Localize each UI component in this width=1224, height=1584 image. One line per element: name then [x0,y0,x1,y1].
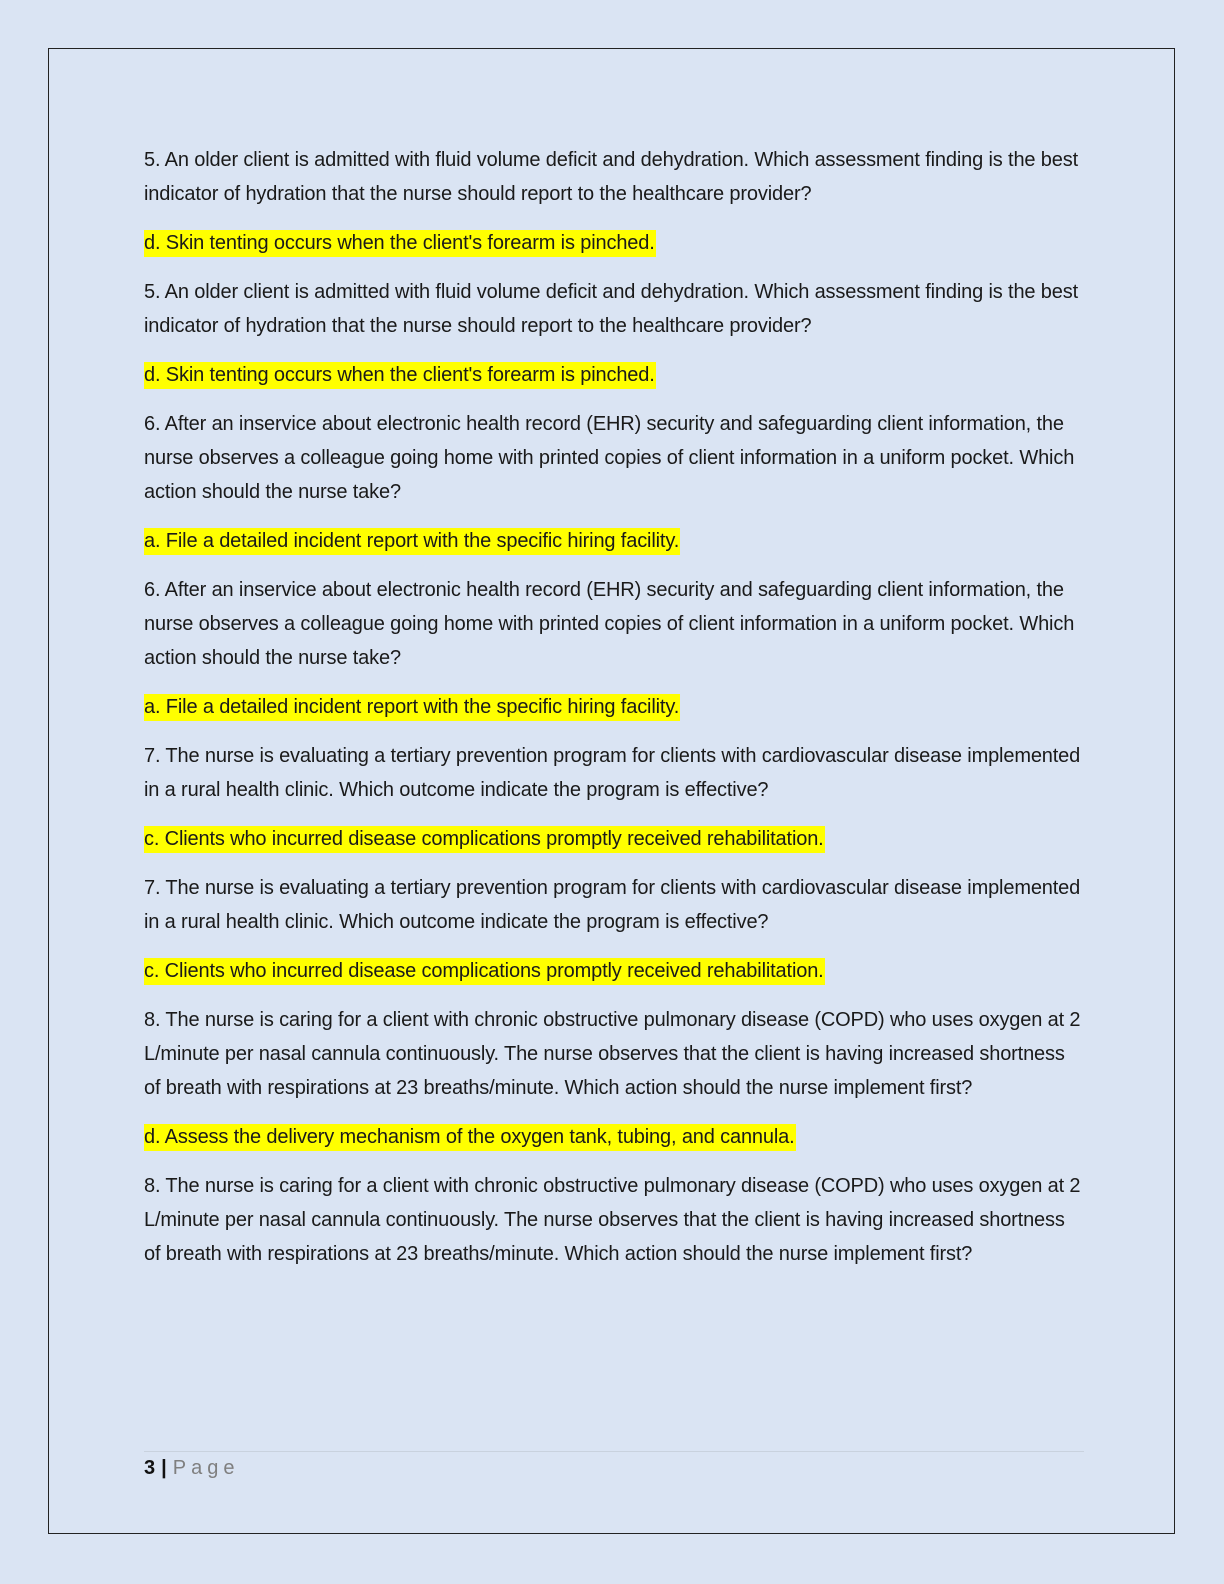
answer-5-repeat [144,358,1084,392]
footer-separator: | [161,1457,167,1479]
answer-highlight: c. Clients who incurred disease complications promptly received rehabilitation. [144,958,825,985]
answer-7 [144,822,1084,856]
question-6: 6. After an inservice about electronic health record (EHR) security and safeguarding client information, the nurse observes a colleague going home with printed copies of client information in a uniform pocket. Which action should the nurse take? [144,413,1075,503]
question-7-repeat: 7. The nurse is evaluating a tertiary prevention program for clients with cardiovascular disease implemented in a rural health clinic. Which outcome indicate the program is effective? [144,877,1081,933]
answer-highlight: a. File a detailed incident report with the specific hiring facility. [144,528,680,555]
question-8-repeat: 8. The nurse is caring for a client with chronic obstructive pulmonary disease (COPD) who uses oxygen at 2 L/minute per nasal cannula continuously. The nurse observes that the client is having increased shortness of breath with respirations at 23 breaths/minute. Which action should the nurse implement first? [144,1175,1081,1265]
footer-divider [144,1451,1084,1452]
question-8: 8. The nurse is caring for a client with chronic obstructive pulmonary disease (COPD) who uses oxygen at 2 L/minute per nasal cannula continuously. The nurse observes that the client is having increased shortness of breath with respirations at 23 breaths/minute. Which action should the nurse implement first? [144,1009,1081,1099]
page-number: 3 [144,1457,156,1479]
answer-8 [144,1120,1084,1154]
question-6-repeat: 6. After an inservice about electronic health record (EHR) security and safeguarding client information, the nurse observes a colleague going home with printed copies of client information in a uniform pocket. Which action should the nurse take? [144,579,1075,669]
answer-5 [144,226,1084,260]
document-body [144,143,1084,1286]
answer-highlight: c. Clients who incurred disease complications promptly received rehabilitation. [144,826,825,853]
answer-highlight: d. Skin tenting occurs when the client's forearm is pinched. [144,230,656,257]
answer-highlight: d. Assess the delivery mechanism of the oxygen tank, tubing, and cannula. [144,1124,796,1151]
answer-6 [144,524,1084,558]
answer-7-repeat [144,954,1084,988]
question-5: 5. An older client is admitted with fluid volume deficit and dehydration. Which assessment finding is the best indicator of hydration that the nurse should report to the healthcare provider? [144,149,1078,205]
page-label: Page [172,1457,240,1479]
question-5-repeat: 5. An older client is admitted with fluid volume deficit and dehydration. Which assessment finding is the best indicator of hydration that the nurse should report to the healthcare provider? [144,281,1078,337]
answer-6-repeat [144,690,1084,724]
page-footer [144,1454,239,1482]
answer-highlight: d. Skin tenting occurs when the client's forearm is pinched. [144,362,656,389]
question-7: 7. The nurse is evaluating a tertiary prevention program for clients with cardiovascular disease implemented in a rural health clinic. Which outcome indicate the program is effective? [144,745,1081,801]
answer-highlight: a. File a detailed incident report with the specific hiring facility. [144,694,680,721]
